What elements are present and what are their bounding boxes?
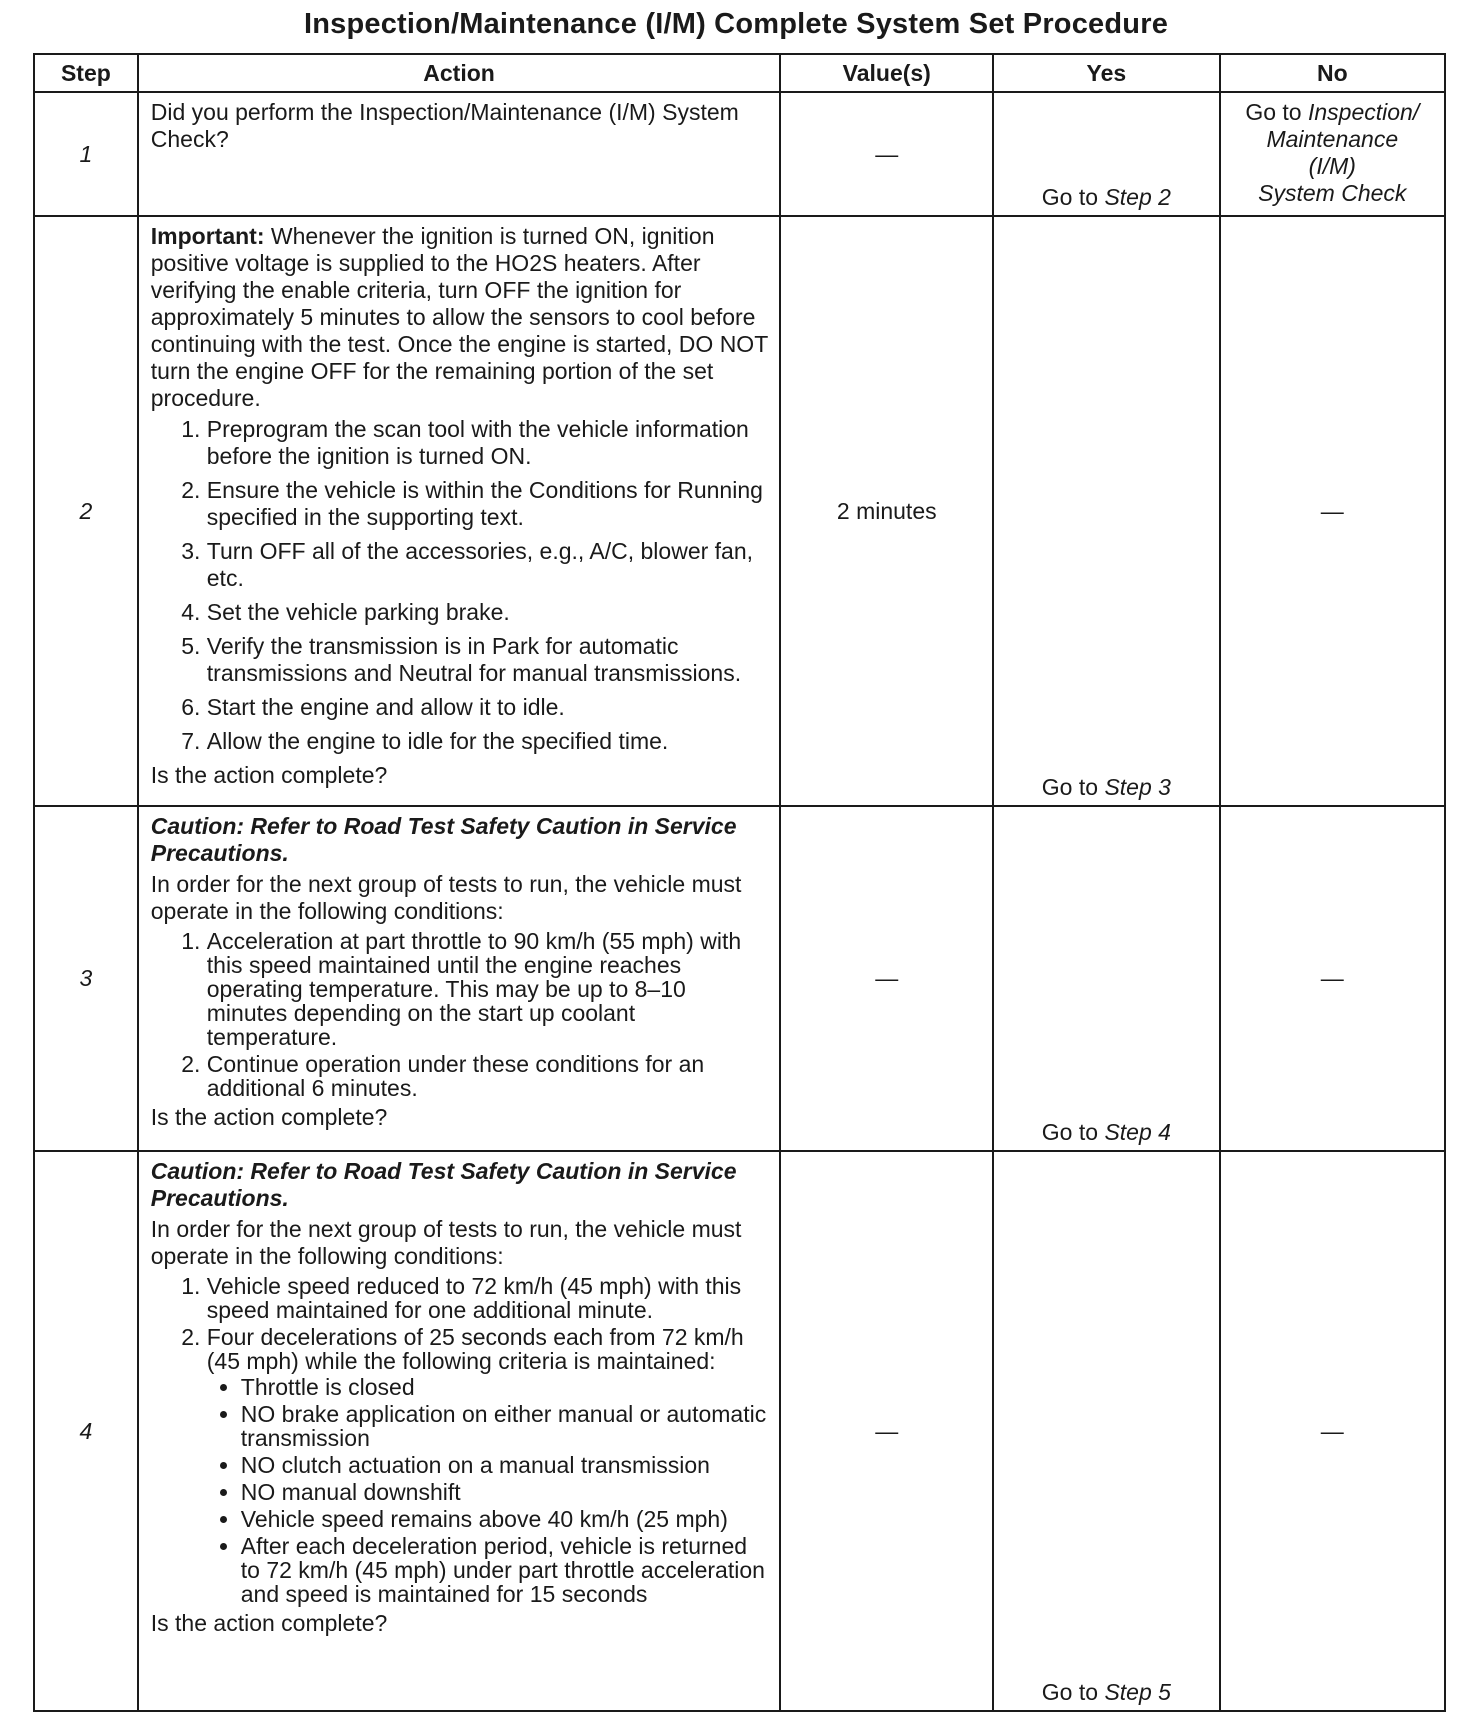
step-list <box>151 416 770 755</box>
list-item: 6. Start the engine and allow it to idle. <box>207 694 770 721</box>
value-cell: — <box>780 92 993 216</box>
value-cell: — <box>780 806 993 1151</box>
value-cell: — <box>780 1151 993 1711</box>
list-item <box>207 1325 770 1606</box>
list-item: 3. Turn OFF all of the accessories, e.g., A/C, blower fan, etc. <box>207 538 770 592</box>
list-item: 2. Ensure the vehicle is within the Conditions for Running specified in the supporting text. <box>207 477 770 531</box>
action-cell <box>138 1151 781 1711</box>
table-row <box>34 806 1445 1151</box>
step-number: 4 <box>34 1151 138 1711</box>
no-link-line[interactable]: Inspection/ <box>1307 99 1420 125</box>
page-title: Inspection/Maintenance (I/M) Complete System Set Procedure <box>303 8 1169 40</box>
header-values: Value(s) <box>780 54 993 92</box>
list-item-text: Four decelerations of 25 seconds each from 72 km/h (45 mph) while the following criteria is maintained: <box>206 1324 744 1374</box>
table-row <box>34 1151 1445 1711</box>
intro-text: In order for the next group of tests to run, the vehicle must operate in the following conditions: <box>150 871 742 924</box>
yes-step-link[interactable]: Step 2 <box>1104 184 1171 210</box>
step-list <box>151 929 770 1100</box>
procedure-table <box>33 53 1446 1712</box>
header-action: Action <box>138 54 781 92</box>
list-item: 5. Verify the transmission is in Park for automatic transmissions and Neutral for manual transmissions. <box>207 633 770 687</box>
criteria-item: • NO clutch actuation on a manual transmission <box>241 1453 770 1477</box>
no-link-line[interactable]: (I/M) <box>1308 153 1356 179</box>
yes-step-link[interactable]: Step 4 <box>1104 1119 1171 1145</box>
table-header-row <box>34 54 1445 92</box>
table-row <box>34 216 1445 806</box>
yes-prefix: Go to <box>1041 1119 1105 1145</box>
list-item: 1. Acceleration at part throttle to 90 km/h (55 mph) with this speed maintained until the engine reaches operating temperature. This may be up to 8–10 minutes depending on the start up coolant temperature. <box>207 929 770 1049</box>
action-cell <box>138 806 781 1151</box>
yes-step-link[interactable]: Step 3 <box>1104 774 1171 800</box>
criteria-item: • Throttle is closed <box>241 1375 770 1399</box>
list-item: 2. Continue operation under these conditions for an additional 6 minutes. <box>207 1052 770 1100</box>
header-step: Step <box>34 54 138 92</box>
list-item: 4. Set the vehicle parking brake. <box>207 599 770 626</box>
value-cell: 2 minutes <box>780 216 993 806</box>
action-text: Did you perform the Inspection/Maintenance (I/M) System Check? <box>150 99 739 152</box>
important-text: Whenever the ignition is turned ON, ignition positive voltage is supplied to the HO2S heaters. After verifying the enable criteria, turn OFF the ignition for approximately 5 minutes to allow the sensors to cool before continuing with the test. Once the engine is started, DO NOT turn the engine OFF for the remaining portion of the set procedure. <box>150 223 768 411</box>
yes-cell <box>993 92 1219 216</box>
important-note <box>151 223 770 412</box>
important-label: Important: <box>150 223 265 249</box>
criteria-item: • NO brake application on either manual or automatic transmission <box>241 1402 770 1450</box>
no-link-line[interactable]: System Check <box>1258 180 1407 206</box>
header-no: No <box>1220 54 1445 92</box>
header-yes: Yes <box>993 54 1219 92</box>
step-number: 3 <box>34 806 138 1151</box>
completion-question: Is the action complete? <box>150 1610 388 1636</box>
table-row <box>34 92 1445 216</box>
step-number: 1 <box>34 92 138 216</box>
yes-prefix: Go to <box>1041 1679 1105 1705</box>
criteria-item: • Vehicle speed remains above 40 km/h (25 mph) <box>241 1507 770 1531</box>
action-cell <box>138 216 781 806</box>
yes-cell <box>993 1151 1219 1711</box>
criteria-item: • After each deceleration period, vehicle is returned to 72 km/h (45 mph) under part throttle acceleration and speed is maintained for 15 seconds <box>241 1534 770 1606</box>
completion-question: Is the action complete? <box>150 1104 388 1130</box>
caution-note: Caution: Refer to Road Test Safety Caution in Service Precautions. <box>150 813 737 866</box>
criteria-list <box>207 1375 770 1606</box>
action-cell <box>138 92 781 216</box>
no-cell: — <box>1220 806 1445 1151</box>
step-list <box>151 1274 770 1606</box>
list-item: 7. Allow the engine to idle for the specified time. <box>207 728 770 755</box>
yes-cell <box>993 806 1219 1151</box>
intro-text: In order for the next group of tests to run, the vehicle must operate in the following conditions: <box>150 1216 742 1269</box>
step-number: 2 <box>34 216 138 806</box>
no-link-line[interactable]: Maintenance <box>1266 126 1399 152</box>
caution-note: Caution: Refer to Road Test Safety Caution in Service Precautions. <box>150 1158 737 1211</box>
no-cell: — <box>1220 1151 1445 1711</box>
list-item: 1. Vehicle speed reduced to 72 km/h (45 mph) with this speed maintained for one additional minute. <box>207 1274 770 1322</box>
yes-step-link[interactable]: Step 5 <box>1104 1679 1171 1705</box>
yes-cell <box>993 216 1219 806</box>
criteria-item: • NO manual downshift <box>241 1480 770 1504</box>
list-item: 1. Preprogram the scan tool with the vehicle information before the ignition is turned ON. <box>207 416 770 470</box>
yes-prefix: Go to <box>1041 774 1105 800</box>
no-cell: — <box>1220 216 1445 806</box>
completion-question: Is the action complete? <box>150 762 388 788</box>
no-cell <box>1220 92 1445 216</box>
yes-prefix: Go to <box>1041 184 1105 210</box>
no-prefix: Go to <box>1245 99 1308 125</box>
